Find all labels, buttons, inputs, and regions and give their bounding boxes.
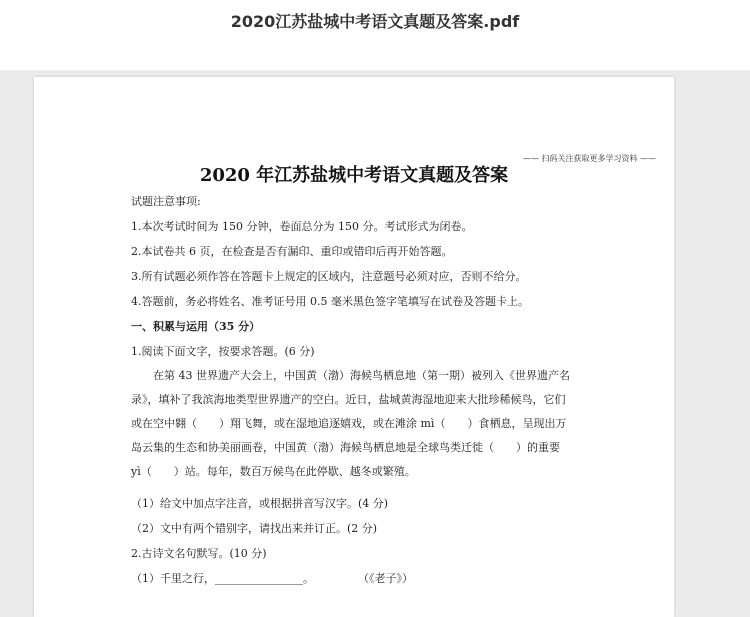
- promo-banner: —— 扫码关注获取更多学习资料 ——: [522, 154, 656, 163]
- document-page: [34, 77, 674, 617]
- note-item: 1.本次考试时间为 150 分钟，卷面总分为 150 分。考试形式为闭卷。: [131, 220, 473, 233]
- note-item: 2.本试卷共 6 页，在检查是否有漏印、重印或错印后再开始答题。: [131, 245, 453, 258]
- question-2-item-1: （1）千里之行，________________。 （《老子》）: [131, 572, 413, 585]
- viewer-toolbar: [0, 0, 750, 70]
- note-item: 4.答题前，务必将姓名、准考证号用 0.5 毫米黑色签字笔填写在试卷及答题卡上。: [131, 295, 529, 308]
- question-1-sub-1: （1）给文中加点字注音，或根据拼音写汉字。(4 分): [131, 497, 389, 510]
- question-2: 2.古诗文名句默写。(10 分): [131, 547, 267, 560]
- passage-line: 岛云集的生态和协美丽画卷，中国黄（渤）海候鸟栖息地是全球鸟类迁徙（ ）的重要: [131, 441, 560, 454]
- question-1-sub-2: （2）文中有两个错别字，请找出来并订正。(2 分): [131, 522, 378, 535]
- question-1: 1.阅读下面文字，按要求答题。(6 分): [131, 345, 315, 358]
- file-title: 2020江苏盐城中考语文真题及答案.pdf: [230, 12, 520, 31]
- notes-heading: 试题注意事项:: [131, 195, 201, 208]
- section-heading: 一、积累与运用（35 分）: [131, 320, 261, 333]
- passage-line: 录》，填补了我滨海地类型世界遗产的空白。近日，盐城黄海湿地迎来大批珍稀候鸟，它们: [131, 393, 566, 406]
- passage-line: 或在空中翱（ ）翔飞舞，或在湿地追逐嬉戏，或在滩涂 mì（ ）食栖息，呈现出万: [131, 417, 567, 430]
- passage-line: yì（ ）站。每年，数百万候鸟在此停歇、越冬或繁殖。: [131, 465, 416, 478]
- passage-line: 在第 43 世界遗产大会上，中国黄（渤）海候鸟栖息地（第一期）被列入《世界遗产名: [153, 369, 570, 382]
- document-title: 2020 年江苏盐城中考语文真题及答案: [199, 165, 509, 186]
- note-item: 3.所有试题必须作答在答题卡上规定的区域内，注意题号必须对应，否则不给分。: [131, 270, 527, 283]
- reading-passage: [131, 364, 579, 484]
